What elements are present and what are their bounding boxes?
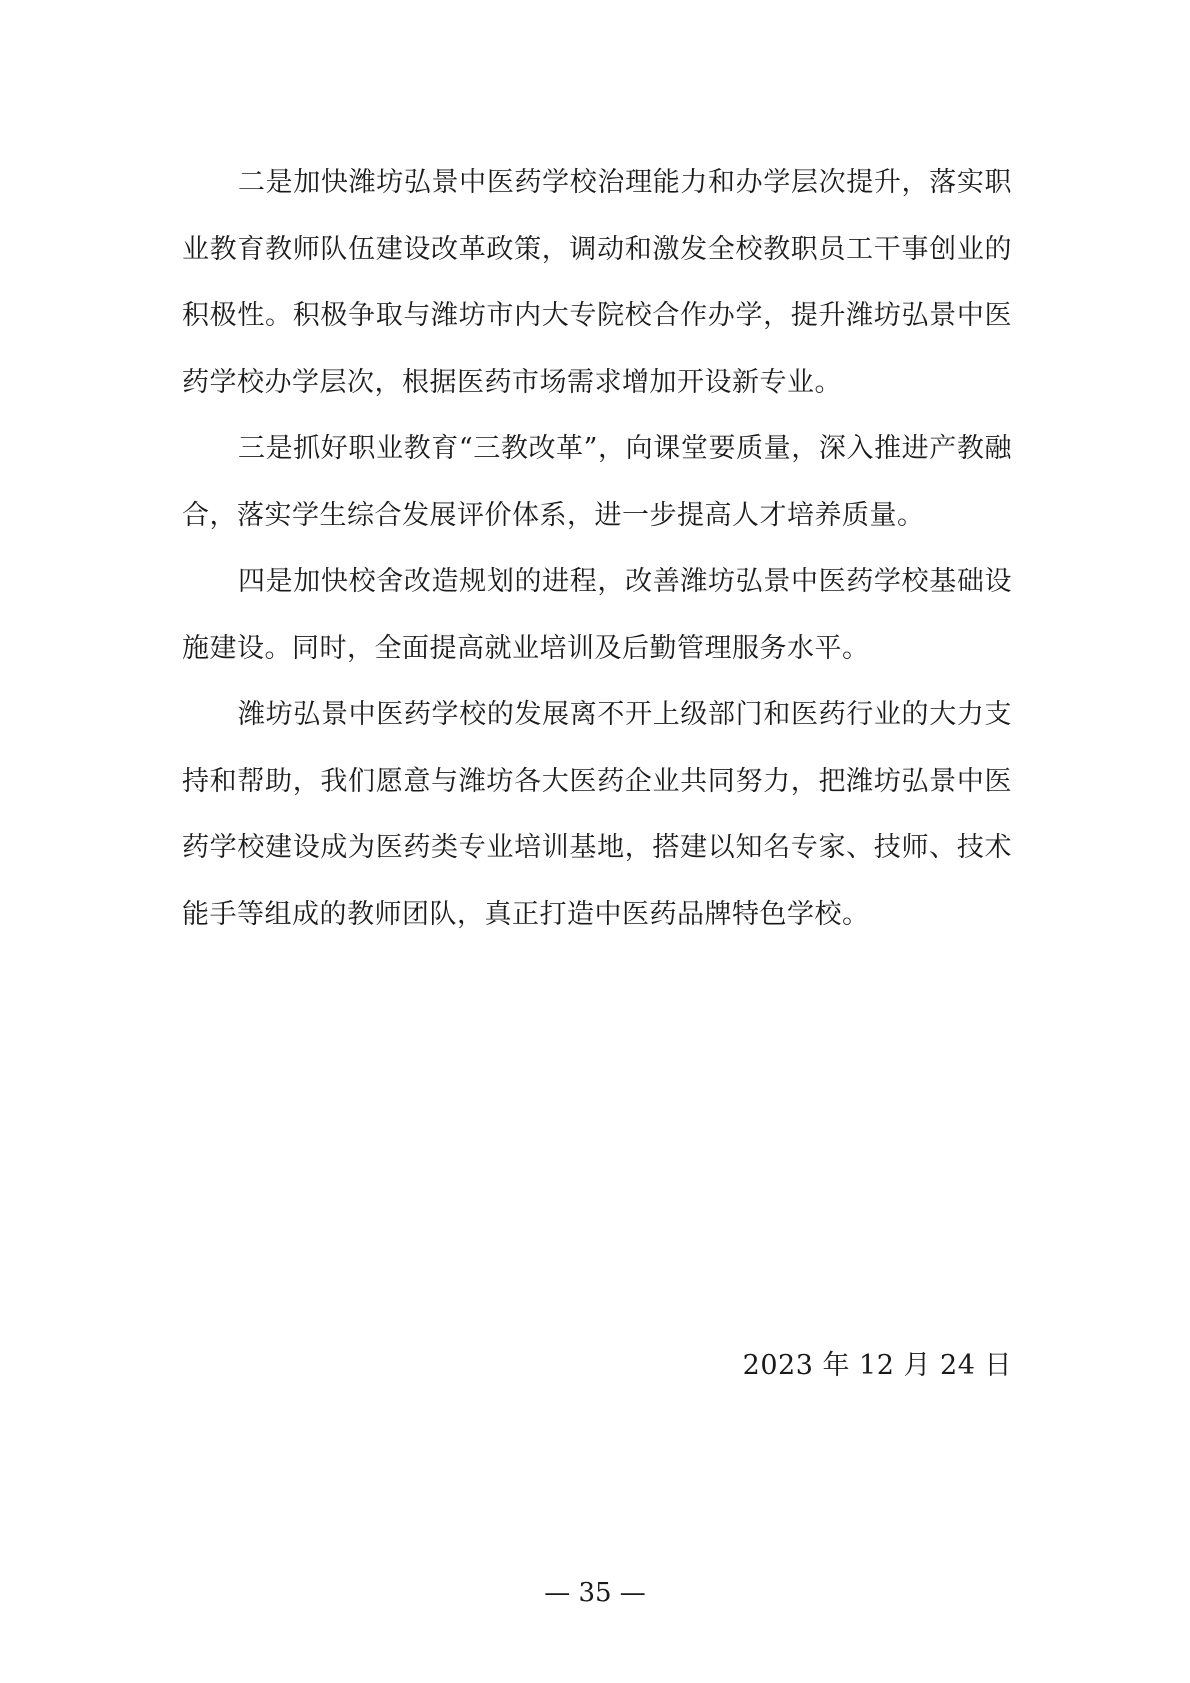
paragraph-campus-renovation: 四是加快校舍改造规划的进程，改善潍坊弘景中医药学校基础设施建设。同时，全面提高就业培训及后勤管理服务水平。 [182, 566, 1012, 664]
document-body [182, 150, 1012, 948]
page-number: — 35 — [544, 1578, 646, 1608]
paragraph-conclusion: 潍坊弘景中医药学校的发展离不开上级部门和医药行业的大力支持和帮助，我们愿意与潍坊各大医药企业共同努力，把潍坊弘景中医药学校建设成为医药类专业培训基地，搭建以知名专家、技师、技术能手等组成的教师团队，真正打造中医药品牌特色学校。 [182, 699, 1012, 930]
document-date: 2023 年 12 月 24 日 [742, 1350, 1012, 1381]
paragraph-governance: 二是加快潍坊弘景中医药学校治理能力和办学层次提升，落实职业教育教师队伍建设改革政策，调动和激发全校教职员工干事创业的积极性。积极争取与潍坊市内大专院校合作办学，提升潍坊弘景中医药学校办学层次，根据医药市场需求增加开设新专业。 [182, 167, 1012, 398]
paragraph-teaching-reform: 三是抓好职业教育“三教改革”，向课堂要质量，深入推进产教融合，落实学生综合发展评价体系，进一步提高人才培养质量。 [182, 433, 1012, 531]
